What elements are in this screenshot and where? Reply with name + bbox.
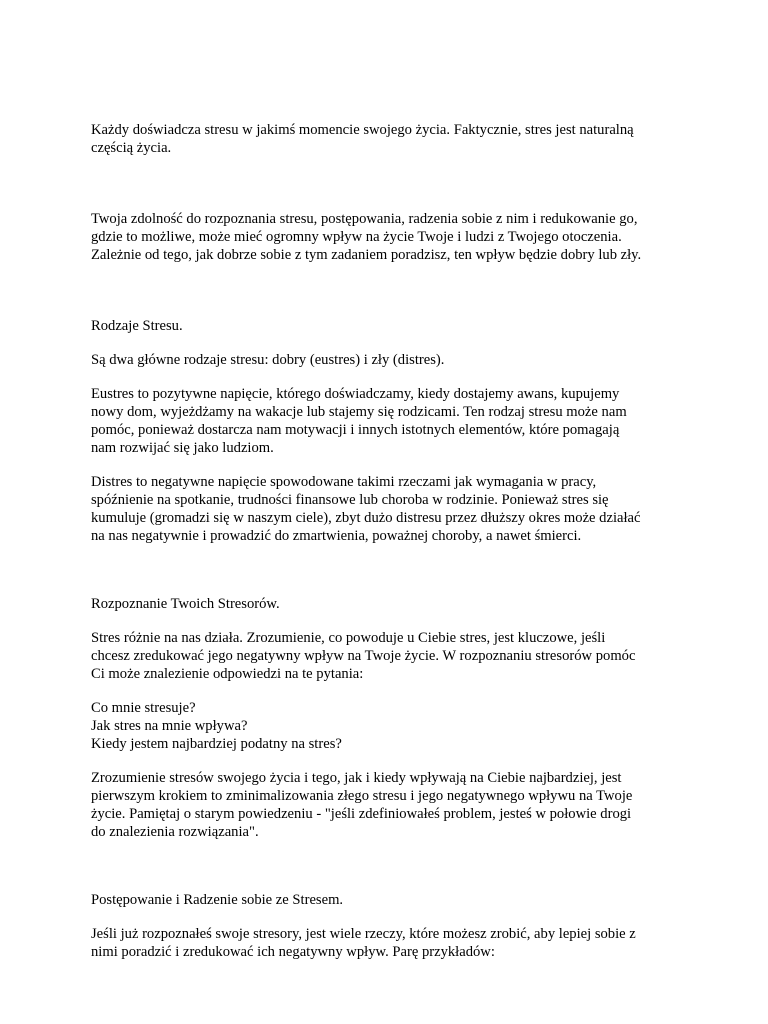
question-item: Co mnie stresuje? <box>91 700 196 716</box>
text-line: kumuluje (gromadzi się w naszym ciele), zbyt dużo distresu przez dłuższy okres może działać <box>91 510 641 526</box>
text-line: nam rozwijać się jako ludziom. <box>91 440 274 456</box>
text-line: Zrozumienie stresów swojego życia i tego, jak i kiedy wpływają na Ciebie najbardziej, jest <box>91 770 622 786</box>
paragraph-intro <box>91 121 681 157</box>
text-line: Są dwa główne rodzaje stresu: dobry (eustres) i zły (distres). <box>91 352 445 368</box>
text-line: chcesz zredukować jego negatywny wpływ na Twoje życie. W rozpoznaniu stresorów pomóc <box>91 648 636 664</box>
text-line: nowy dom, wyjeżdżamy na wakacje lub stajemy się rodzicami. Ten rodzaj stresu może nam <box>91 404 627 420</box>
question-item: Kiedy jestem najbardziej podatny na stres? <box>91 736 342 752</box>
questions-list <box>91 699 681 753</box>
text-line: Każdy doświadcza stresu w jakimś momencie swojego życia. Faktycznie, stres jest naturalną <box>91 122 634 138</box>
paragraph-ability <box>91 210 681 264</box>
question-item: Jak stres na mnie wpływa? <box>91 718 248 734</box>
text-line: Ci może znalezienie odpowiedzi na te pytania: <box>91 666 364 682</box>
paragraph-examples <box>91 925 681 961</box>
heading-stressors: Rozpoznanie Twoich Stresorów. <box>91 596 280 612</box>
text-line: na nas negatywnie i prowadzić do zmartwienia, poważnej choroby, a nawet śmierci. <box>91 528 582 544</box>
text-line: pierwszym krokiem to zminimalizowania złego stresu i jego negatywnego wpływu na Twoje <box>91 788 633 804</box>
text-line: Distres to negatywne napięcie spowodowane takimi rzeczami jak wymagania w pracy, <box>91 474 597 490</box>
text-line: Twoja zdolność do rozpoznania stresu, postępowania, radzenia sobie z nim i redukowanie go, <box>91 211 638 227</box>
text-line: Eustres to pozytywne napięcie, którego doświadczamy, kiedy dostajemy awans, kupujemy <box>91 386 620 402</box>
paragraph-stress-works <box>91 629 681 683</box>
paragraph-two-types <box>91 351 681 369</box>
text-line: Jeśli już rozpoznałeś swoje stresory, jest wiele rzeczy, które możesz zrobić, aby lepiej sobie z <box>91 926 636 942</box>
text-line: nimi poradzić i zredukować ich negatywny wpływ. Parę przykładów: <box>91 944 495 960</box>
text-line: Zależnie od tego, jak dobrze sobie z tym zadaniem poradzisz, ten wpływ będzie dobry lub zły. <box>91 247 642 263</box>
paragraph-eustress <box>91 385 681 457</box>
paragraph-understanding <box>91 769 681 841</box>
text-line: gdzie to możliwe, może mieć ogromny wpływ na życie Twoje i ludzi z Twojego otoczenia. <box>91 229 622 245</box>
text-line: spóźnienie na spotkanie, trudności finansowe lub choroba w rodzinie. Ponieważ stres się <box>91 492 609 508</box>
heading-stress-types: Rodzaje Stresu. <box>91 318 183 334</box>
text-line: Stres różnie na nas działa. Zrozumienie, co powoduje u Ciebie stres, jest kluczowe, jeśli <box>91 630 606 646</box>
text-line: do znalezienia rozwiązania". <box>91 824 259 840</box>
text-line: życie. Pamiętaj o starym powiedzeniu - "jeśli zdefiniowałeś problem, jesteś w połowie drogi <box>91 806 632 822</box>
document-page <box>91 121 681 961</box>
heading-coping: Postępowanie i Radzenie sobie ze Stresem. <box>91 892 344 908</box>
text-line: pomóc, ponieważ dostarcza nam motywacji i innych istotnych elementów, które pomagają <box>91 422 620 438</box>
text-line: częścią życia. <box>91 140 172 156</box>
paragraph-distress <box>91 473 681 545</box>
